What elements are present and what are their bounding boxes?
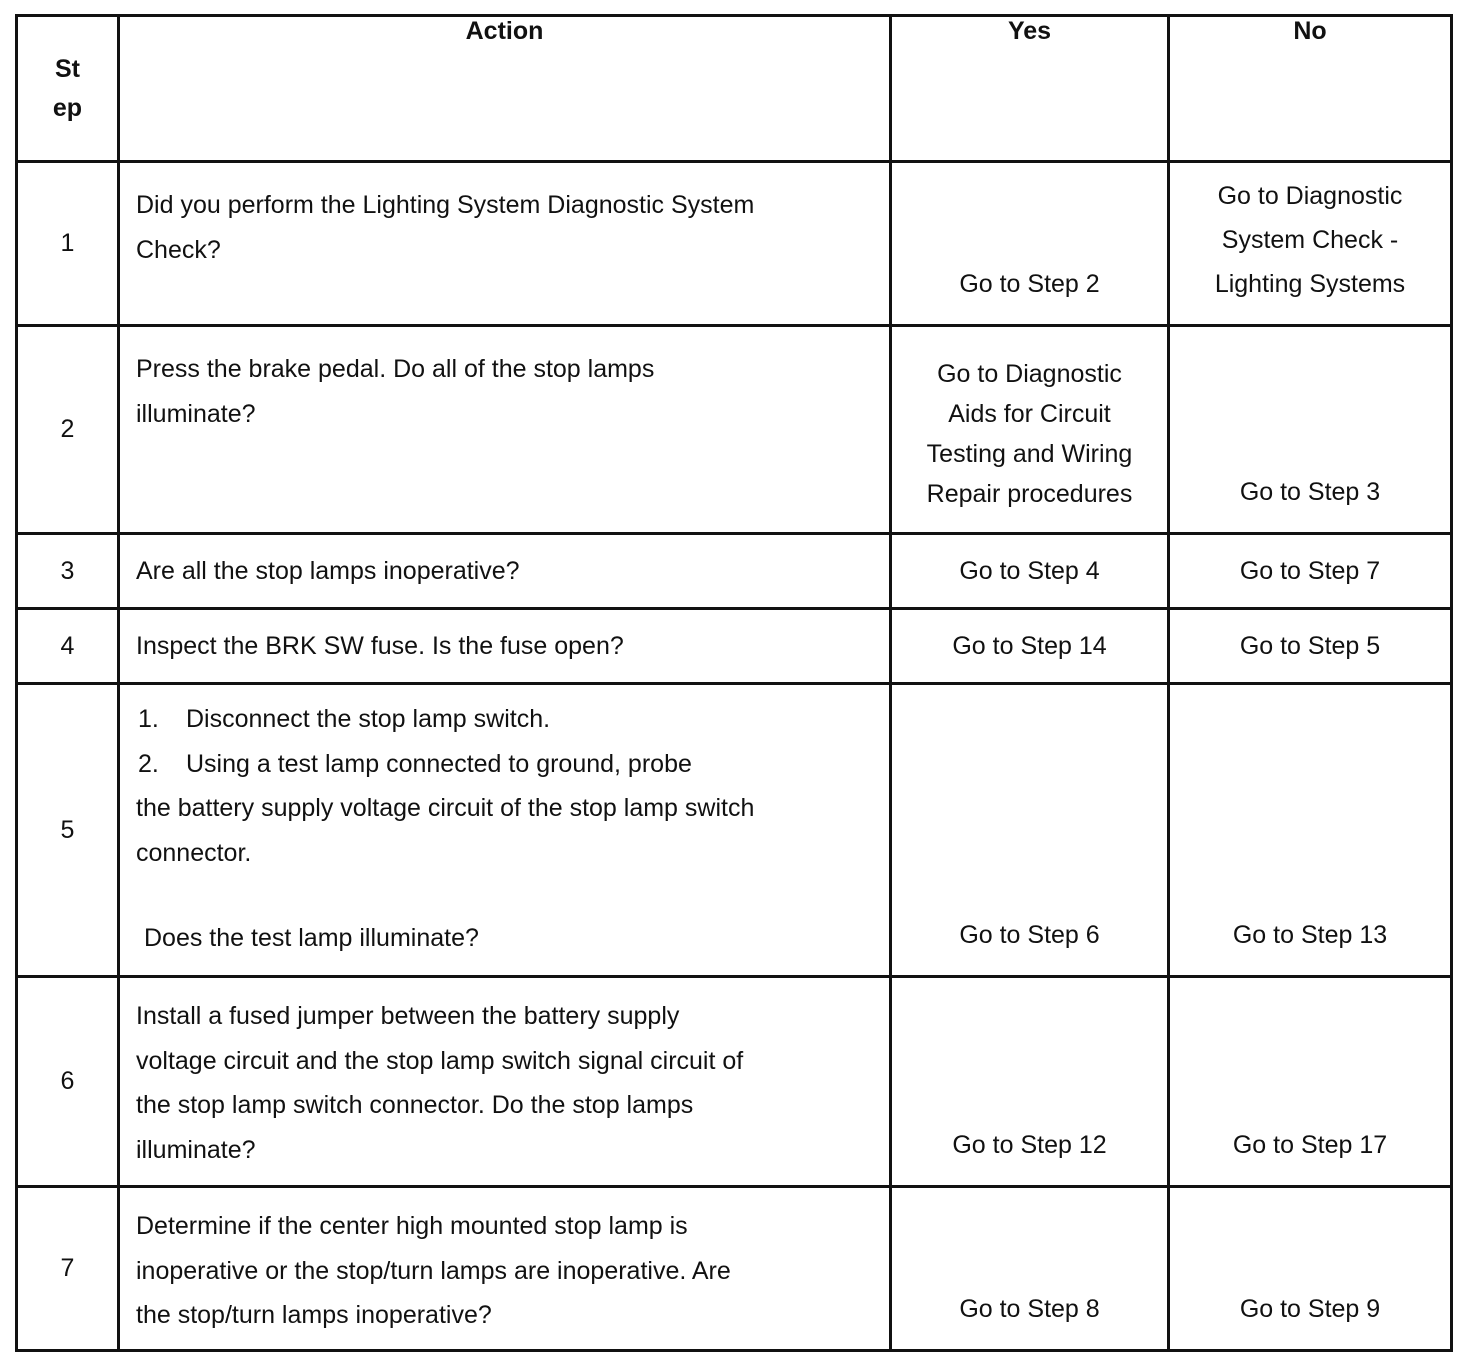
- action-cell: [119, 326, 891, 534]
- no-line: Go to Step 9: [1239, 1295, 1381, 1323]
- action-line: Inspect the BRK SW fuse. Is the fuse open?: [136, 631, 624, 660]
- step-number: 2: [17, 326, 119, 534]
- no-line: Go to Step 13: [1232, 921, 1388, 949]
- spacer: [136, 875, 875, 916]
- yes-line: Go to Step 2: [959, 270, 1100, 298]
- list-item: [136, 742, 875, 787]
- step-number: 5: [17, 684, 119, 977]
- no-cell: [1169, 609, 1452, 684]
- step-number: 4: [17, 609, 119, 684]
- table-row: [17, 326, 1452, 534]
- header-action: Action: [119, 16, 891, 162]
- yes-cell: [891, 162, 1169, 326]
- header-row: [17, 16, 1452, 162]
- action-line: the battery supply voltage circuit of the stop lamp switch: [136, 794, 755, 822]
- yes-cell: [891, 684, 1169, 977]
- yes-line: Aids for Circuit: [948, 400, 1111, 428]
- header-step-line1: St: [55, 54, 80, 83]
- yes-line: Go to Step 14: [952, 632, 1107, 660]
- yes-line: Testing and Wiring: [926, 440, 1133, 468]
- no-line: Go to Step 17: [1232, 1131, 1388, 1159]
- yes-line: Go to Step 4: [959, 557, 1100, 585]
- no-cell: [1169, 162, 1452, 326]
- yes-cell: [891, 977, 1169, 1187]
- action-line: Press the brake pedal. Do all of the stop lamps: [136, 355, 655, 383]
- action-line: the stop lamp switch connector. Do the stop lamps: [136, 1091, 694, 1119]
- table-row: [17, 162, 1452, 326]
- header-step: [17, 16, 119, 162]
- table-row: [17, 1187, 1452, 1351]
- action-line: Install a fused jumper between the battery supply: [136, 1002, 680, 1030]
- no-line: Go to Step 5: [1239, 632, 1381, 660]
- no-line: Go to Step 3: [1239, 478, 1381, 506]
- yes-line: Repair procedures: [926, 480, 1133, 508]
- header-no: No: [1169, 16, 1452, 162]
- list-item: [136, 697, 875, 742]
- table-row: [17, 977, 1452, 1187]
- action-line: the stop/turn lamps inoperative?: [136, 1301, 492, 1329]
- yes-line: Go to Step 12: [952, 1131, 1107, 1159]
- no-cell: [1169, 534, 1452, 609]
- action-line: Did you perform the Lighting System Diagnostic System: [136, 191, 755, 219]
- list-text: Disconnect the stop lamp switch.: [186, 705, 551, 733]
- action-line: illuminate?: [136, 399, 256, 428]
- action-cell: [119, 1187, 891, 1351]
- step-number: 6: [17, 977, 119, 1187]
- no-line: Go to Diagnostic: [1217, 182, 1403, 210]
- yes-line: Go to Step 8: [959, 1295, 1100, 1323]
- yes-cell: [891, 609, 1169, 684]
- action-line: Check?: [136, 235, 221, 264]
- action-line: connector.: [136, 838, 252, 867]
- step-number: 7: [17, 1187, 119, 1351]
- no-cell: [1169, 1187, 1452, 1351]
- table-row: [17, 534, 1452, 609]
- action-line: illuminate?: [136, 1135, 256, 1164]
- table-row: [17, 684, 1452, 977]
- yes-cell: [891, 1187, 1169, 1351]
- action-cell: [119, 162, 891, 326]
- action-line: Are all the stop lamps inoperative?: [136, 556, 520, 585]
- diagnostic-table: [15, 14, 1453, 1352]
- yes-cell: [891, 326, 1169, 534]
- yes-line: Go to Step 6: [959, 921, 1100, 949]
- action-cell: [119, 534, 891, 609]
- action-question: Does the test lamp illuminate?: [144, 924, 479, 952]
- list-number: 2.: [138, 749, 159, 778]
- yes-line: Go to Diagnostic: [937, 360, 1122, 388]
- header-yes: Yes: [891, 16, 1169, 162]
- no-cell: [1169, 326, 1452, 534]
- action-line: Determine if the center high mounted stop lamp is: [136, 1212, 688, 1240]
- table-row: [17, 609, 1452, 684]
- no-line: Lighting Systems: [1214, 270, 1406, 298]
- header-step-line2: ep: [52, 93, 83, 122]
- no-line: Go to Step 7: [1239, 557, 1381, 585]
- action-line: inoperative or the stop/turn lamps are inoperative. Are: [136, 1256, 731, 1285]
- no-cell: [1169, 684, 1452, 977]
- action-cell: [119, 609, 891, 684]
- step-number: 1: [17, 162, 119, 326]
- action-cell: [119, 684, 891, 977]
- action-line: voltage circuit and the stop lamp switch signal circuit of: [136, 1046, 744, 1075]
- list-number: 1.: [138, 705, 159, 733]
- action-cell: [119, 977, 891, 1187]
- list-text: Using a test lamp connected to ground, probe: [186, 749, 692, 778]
- no-line: System Check -: [1221, 226, 1399, 254]
- yes-cell: [891, 534, 1169, 609]
- no-cell: [1169, 977, 1452, 1187]
- step-number: 3: [17, 534, 119, 609]
